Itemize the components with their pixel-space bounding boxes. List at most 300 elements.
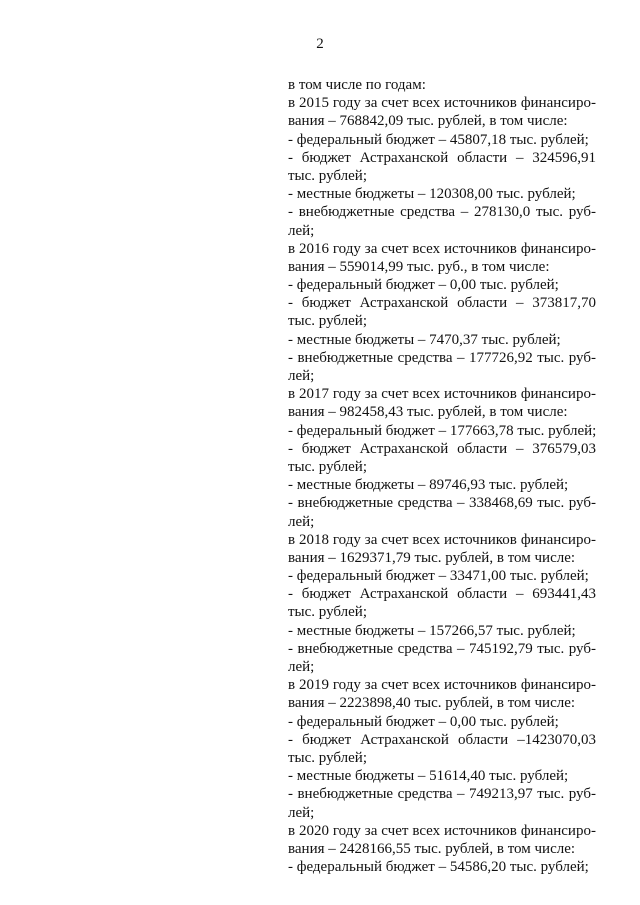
word: 559014,99 [339, 258, 404, 275]
word: том [298, 77, 322, 93]
word: - [288, 622, 293, 639]
word: бюджет [385, 422, 435, 439]
text-line [288, 331, 596, 349]
word: вания [288, 404, 325, 421]
text-line [288, 840, 596, 858]
word: числе: [527, 113, 568, 130]
word: местные [296, 477, 352, 494]
word: тыс. [414, 840, 442, 857]
word: бюджеты [355, 331, 415, 348]
word: источников [444, 677, 517, 694]
word: за [364, 95, 378, 112]
text-line [288, 640, 596, 658]
word: в [288, 531, 296, 548]
word: всех [412, 822, 441, 839]
word: в [496, 695, 504, 712]
word: тыс. [414, 549, 442, 566]
word: тыс. [479, 277, 507, 294]
word: - [288, 131, 293, 148]
text-line [288, 222, 596, 240]
word: 33471,00 [449, 568, 507, 585]
word: - [288, 440, 293, 457]
word: - [288, 731, 293, 748]
word: 2428166,55 [339, 840, 411, 857]
word: – [417, 622, 426, 639]
word: за [364, 531, 378, 548]
word: счет [381, 531, 409, 548]
word: рублей, [445, 840, 494, 857]
word: числе [325, 77, 363, 93]
word: – [328, 113, 336, 130]
text-line [288, 676, 596, 694]
word: 2016 [299, 240, 329, 257]
word: 7470,37 [429, 331, 478, 348]
word: рублей; [510, 713, 559, 730]
text-line [288, 367, 596, 385]
word: тыс. [509, 859, 537, 876]
word: - [288, 859, 293, 876]
word: бюджет [301, 440, 351, 457]
word: тыс. [496, 186, 524, 203]
word: рублей; [318, 313, 367, 330]
word: лей; [288, 804, 315, 821]
word: – [438, 713, 447, 730]
word: рублей; [510, 277, 559, 294]
word: руб- [568, 495, 596, 512]
word: бюджет [301, 295, 351, 312]
word: Астраханской [359, 586, 449, 603]
word: – [515, 440, 524, 457]
word: – [328, 258, 336, 275]
text-line [288, 767, 596, 785]
word: тыс. [481, 331, 509, 348]
text-line [288, 422, 596, 440]
word: рублей; [548, 422, 597, 439]
word: рублей, [437, 404, 486, 421]
word: источников [444, 386, 517, 403]
word: 51614,40 [429, 768, 486, 785]
word: бюджеты [355, 622, 415, 639]
word: в [471, 258, 479, 275]
word: рублей; [512, 331, 561, 348]
word: федеральный [296, 859, 382, 876]
word: рублей; [540, 859, 589, 876]
text-line [288, 440, 596, 458]
word: – [438, 859, 447, 876]
word: области [457, 295, 508, 312]
word: в [489, 113, 497, 130]
word: бюджеты [355, 186, 415, 203]
word: 745192,79 [469, 640, 533, 657]
word: том [500, 113, 524, 130]
word: году [332, 95, 361, 112]
word: федеральный [296, 277, 382, 294]
word: вания [288, 113, 325, 130]
word: том [482, 258, 506, 275]
text-line [288, 240, 596, 258]
word: области [457, 586, 508, 603]
word: всех [412, 531, 441, 548]
word: 376579,03 [532, 440, 596, 457]
word: рублей; [318, 458, 367, 475]
word: том [507, 695, 531, 712]
word: в [288, 95, 296, 112]
text-line [288, 185, 596, 203]
text-line [288, 731, 596, 749]
page-number: 2 [316, 36, 324, 52]
word: - [288, 186, 293, 203]
word: руб- [568, 640, 596, 657]
word: рублей; [527, 186, 576, 203]
word: – [457, 786, 465, 803]
word: финансиро- [520, 240, 596, 257]
word: за [364, 677, 378, 694]
word: бюджет [302, 731, 352, 748]
word: бюджет [385, 277, 435, 294]
word: счет [381, 677, 409, 694]
text-line [288, 494, 596, 512]
word: 2015 [299, 95, 329, 112]
word: - [288, 713, 293, 730]
word: Астраханской [359, 149, 449, 166]
word: 749213,97 [469, 786, 533, 803]
word: всех [412, 240, 441, 257]
text-line [288, 131, 596, 149]
word: местные [296, 768, 352, 785]
word: - [288, 149, 293, 166]
word: 324596,91 [532, 149, 596, 166]
word: – [457, 640, 465, 657]
word: - [288, 422, 293, 439]
word: 2017 [299, 386, 329, 403]
word: тыс. [509, 131, 537, 148]
word: в [288, 386, 296, 403]
word: источников [444, 240, 517, 257]
word: по [365, 77, 382, 93]
word: том [500, 404, 524, 421]
text-line [288, 713, 596, 731]
text-line [288, 385, 596, 403]
text-line [288, 658, 596, 676]
word: 177726,92 [469, 349, 533, 366]
word: - [288, 640, 293, 657]
word: тыс. [509, 568, 537, 585]
word: всех [412, 95, 441, 112]
word: - [288, 204, 293, 221]
word: – [515, 586, 524, 603]
document-body [288, 76, 596, 876]
text-line [288, 822, 596, 840]
word: финансиро- [520, 386, 596, 403]
text-line [288, 167, 596, 185]
word: 177663,78 [449, 422, 514, 439]
text-line [288, 458, 596, 476]
word: бюджеты [355, 768, 415, 785]
text-line [288, 94, 596, 112]
word: бюджет [385, 713, 435, 730]
text-line [288, 804, 596, 822]
word: в [288, 677, 296, 694]
word: – [328, 404, 336, 421]
word: области [457, 149, 508, 166]
word: внебюджетные [298, 204, 395, 221]
word: бюджеты [355, 477, 415, 494]
word: средства [397, 495, 453, 512]
word: руб- [568, 786, 596, 803]
text-line [288, 112, 596, 130]
word: средства [397, 640, 453, 657]
text-line [288, 603, 596, 621]
word: тыс. [407, 258, 435, 275]
word: источников [444, 822, 517, 839]
word: Астраханской [359, 295, 449, 312]
word: – [438, 131, 447, 148]
word: внебюджетные [297, 495, 394, 512]
word: в [288, 240, 296, 257]
word: счет [381, 95, 409, 112]
word: 768842,09 [339, 113, 404, 130]
word: числе: [534, 549, 576, 566]
word: Астраханской [360, 731, 449, 748]
word: тыс. [479, 713, 507, 730]
word: финансиро- [520, 822, 596, 839]
word: числе: [508, 258, 550, 275]
word: том [507, 549, 531, 566]
word: 982458,43 [339, 404, 404, 421]
word: - [288, 586, 293, 603]
word: – [460, 204, 469, 221]
word: вания [288, 549, 325, 566]
word: вания [288, 695, 325, 712]
text-line [288, 312, 596, 330]
word: – [328, 549, 336, 566]
word: тыс. [288, 167, 316, 184]
word: бюджет [385, 131, 435, 148]
word: 2223898,40 [339, 695, 411, 712]
word: тыс. [496, 622, 524, 639]
word: руб- [568, 349, 596, 366]
word: - [288, 568, 293, 585]
word: финансиро- [520, 677, 596, 694]
word: тыс. [535, 204, 564, 221]
word: тыс. [517, 422, 545, 439]
word: счет [381, 240, 409, 257]
text-line [288, 294, 596, 312]
word: тыс. [489, 768, 517, 785]
word: - [288, 349, 293, 366]
word: рублей; [318, 604, 367, 621]
text-line [288, 276, 596, 294]
word: всех [412, 677, 441, 694]
word: рублей; [540, 568, 589, 585]
word: – [515, 149, 524, 166]
word: – [417, 186, 426, 203]
word: лей; [288, 368, 315, 384]
word: - [288, 495, 293, 512]
word: - [288, 786, 293, 803]
word: 54586,20 [449, 859, 507, 876]
word: в [496, 549, 504, 566]
word: рублей; [540, 131, 589, 148]
word: местные [296, 186, 352, 203]
word: – [438, 568, 447, 585]
text-line [288, 403, 596, 421]
text-line [288, 749, 596, 767]
word: в [496, 840, 504, 857]
word: источников [444, 95, 517, 112]
word: области [457, 440, 508, 457]
word: 120308,00 [429, 186, 493, 203]
word: тыс. [537, 349, 565, 366]
word: бюджет [385, 859, 435, 876]
word: году [332, 240, 361, 257]
word: бюджет [385, 568, 435, 585]
text-line [288, 476, 596, 494]
word: тыс. [288, 458, 316, 475]
word: федеральный [296, 713, 382, 730]
word: лей; [288, 513, 315, 530]
word: 0,00 [449, 713, 477, 730]
word: – [417, 768, 426, 785]
word: 89746,93 [429, 477, 486, 494]
word: числе: [534, 840, 576, 857]
word: за [364, 386, 378, 403]
word: - [288, 768, 293, 785]
word: в [288, 822, 296, 839]
word: – [515, 295, 524, 312]
word: местные [296, 622, 352, 639]
word: - [288, 277, 293, 294]
word: финансиро- [520, 95, 596, 112]
text-line [288, 349, 596, 367]
text-line [288, 203, 596, 221]
word: – [417, 331, 426, 348]
word: области [458, 731, 509, 748]
word: источников [444, 531, 517, 548]
word: тыс. [407, 404, 435, 421]
word: внебюджетные [297, 640, 394, 657]
word: рублей; [527, 622, 576, 639]
text-line [288, 513, 596, 531]
word: тыс. [537, 495, 565, 512]
word: лей; [288, 222, 315, 239]
word: бюджет [301, 586, 351, 603]
word: - [288, 295, 293, 312]
word: средства [397, 786, 453, 803]
text-line [288, 622, 596, 640]
word: средства [400, 204, 456, 221]
word: – [328, 840, 336, 857]
word: тыс. [407, 113, 435, 130]
word: рублей, [445, 549, 494, 566]
word: счет [381, 386, 409, 403]
word: рублей; [519, 768, 569, 785]
word: 2019 [299, 677, 329, 694]
text-line [288, 567, 596, 585]
word: рублей, [445, 695, 494, 712]
word: вания [288, 258, 325, 275]
word: за [364, 822, 378, 839]
word: вания [288, 840, 325, 857]
word: – [438, 422, 447, 439]
word: руб- [568, 204, 596, 221]
text-line [288, 76, 596, 94]
text-line [288, 785, 596, 803]
word: лей; [288, 659, 315, 675]
word: 2018 [299, 531, 329, 548]
word: рублей; [318, 749, 367, 766]
word: тыс. [537, 640, 565, 657]
word: рублей; [519, 477, 569, 494]
text-line [288, 858, 596, 876]
word: за [364, 240, 378, 257]
word: том [507, 840, 531, 857]
word: 693441,43 [532, 586, 596, 603]
word: годам: [385, 77, 426, 93]
word: тыс. [288, 604, 316, 621]
word: году [332, 531, 361, 548]
word: – [457, 495, 465, 512]
word: счет [381, 822, 409, 839]
word: рублей, [437, 113, 486, 130]
text-line [288, 531, 596, 549]
word: федеральный [296, 131, 382, 148]
word: - [288, 331, 293, 348]
word: тыс. [489, 477, 517, 494]
word: тыс. [288, 749, 316, 766]
word: числе: [527, 404, 568, 421]
word: внебюджетные [297, 786, 394, 803]
word: 338468,69 [469, 495, 533, 512]
word: тыс. [414, 695, 442, 712]
word: местные [296, 331, 352, 348]
word: 278130,0 [474, 204, 531, 221]
word: 0,00 [449, 277, 477, 294]
word: тыс. [537, 786, 565, 803]
word: 157266,57 [429, 622, 493, 639]
text-line [288, 549, 596, 567]
word: федеральный [296, 422, 382, 439]
word: – [417, 477, 426, 494]
word: тыс. [288, 313, 316, 330]
word: – [328, 695, 336, 712]
word: 45807,18 [449, 131, 507, 148]
word: в [288, 77, 296, 93]
word: руб., [437, 258, 468, 275]
word: году [332, 677, 361, 694]
word: – [438, 277, 447, 294]
word: бюджет [301, 149, 351, 166]
word: году [332, 386, 361, 403]
word: 373817,70 [532, 295, 596, 312]
word: - [288, 477, 293, 494]
word: федеральный [296, 568, 382, 585]
word: всех [412, 386, 441, 403]
word: году [332, 822, 361, 839]
word: 1629371,79 [339, 549, 411, 566]
word: Астраханской [359, 440, 449, 457]
text-line [288, 258, 596, 276]
word: финансиро- [520, 531, 596, 548]
word: средства [397, 349, 453, 366]
word: числе: [534, 695, 576, 712]
text-line [288, 585, 596, 603]
word: 2020 [299, 822, 329, 839]
word: –1423070,03 [517, 731, 596, 748]
text-line [288, 149, 596, 167]
text-line [288, 694, 596, 712]
word: рублей; [318, 167, 367, 184]
